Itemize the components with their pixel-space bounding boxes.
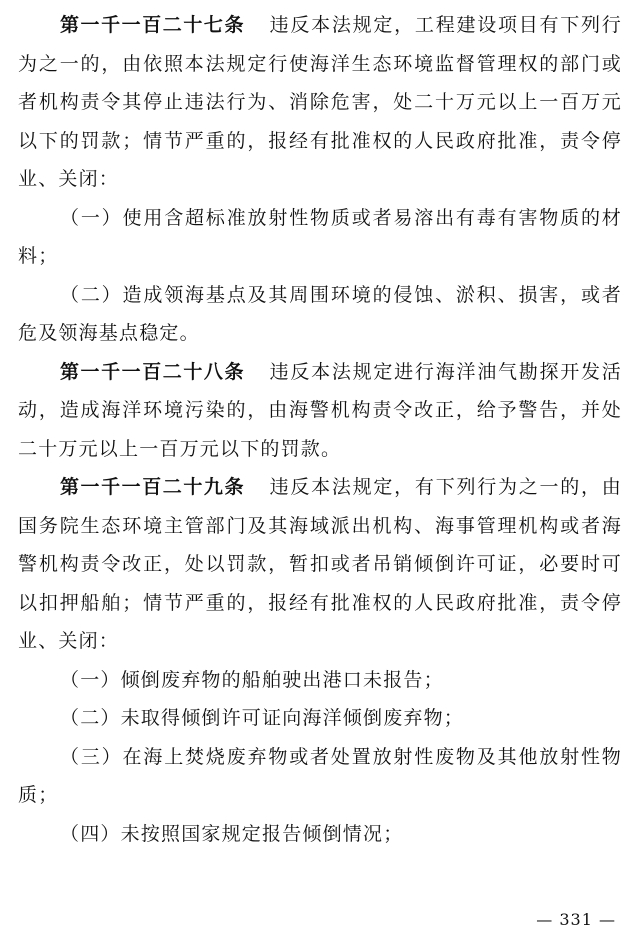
article-text: 违反本法规定，工程建设项目有下列行为之一的，由依照本法规定行使海洋生态环境监督管理权的部门或者机构责令其停止违法行为、消除危害，处二十万元以上一百万元以下的罚款；情节严重的，报经有批准权的人民政府批准，责令停业、关闭：	[18, 14, 622, 190]
article-item: （三）在海上焚烧废弃物或者处置放射性废物及其他放射性物质；	[18, 745, 622, 806]
article-text: 违反本法规定进行海洋油气勘探开发活动，造成海洋环境污染的，由海警机构责令改正，给予警告，并处二十万元以上一百万元以下的罚款。	[18, 360, 622, 460]
article-1128	[18, 353, 622, 469]
page-number: — 331 —	[536, 910, 616, 929]
article-item: （二）造成领海基点及其周围环境的侵蚀、淤积、损害，或者危及领海基点稳定。	[18, 283, 622, 344]
article-1127	[18, 6, 622, 199]
article-1129	[18, 468, 622, 661]
article-item: （四）未按照国家规定报告倾倒情况；	[60, 822, 404, 845]
article-number: 第一千一百二十七条	[60, 14, 246, 36]
document-page	[18, 6, 622, 853]
article-number: 第一千一百二十八条	[60, 360, 246, 383]
article-item: （二）未取得倾倒许可证向海洋倾倒废弃物；	[60, 707, 465, 729]
article-item: （一）使用含超标准放射性物质或者易溶出有毒有害物质的材料；	[18, 206, 622, 267]
article-number: 第一千一百二十九条	[60, 476, 246, 498]
article-text: 违反本法规定，有下列行为之一的，由国务院生态环境主管部门及其海域派出机构、海事管理机构或者海警机构责令改正，处以罚款，暂扣或者吊销倾倒许可证，必要时可以扣押船舶；情节严重的，报经有批准权的人民政府批准，责令停业、关闭：	[18, 476, 622, 652]
article-item: （一）倾倒废弃物的船舶驶出港口未报告；	[60, 668, 444, 691]
